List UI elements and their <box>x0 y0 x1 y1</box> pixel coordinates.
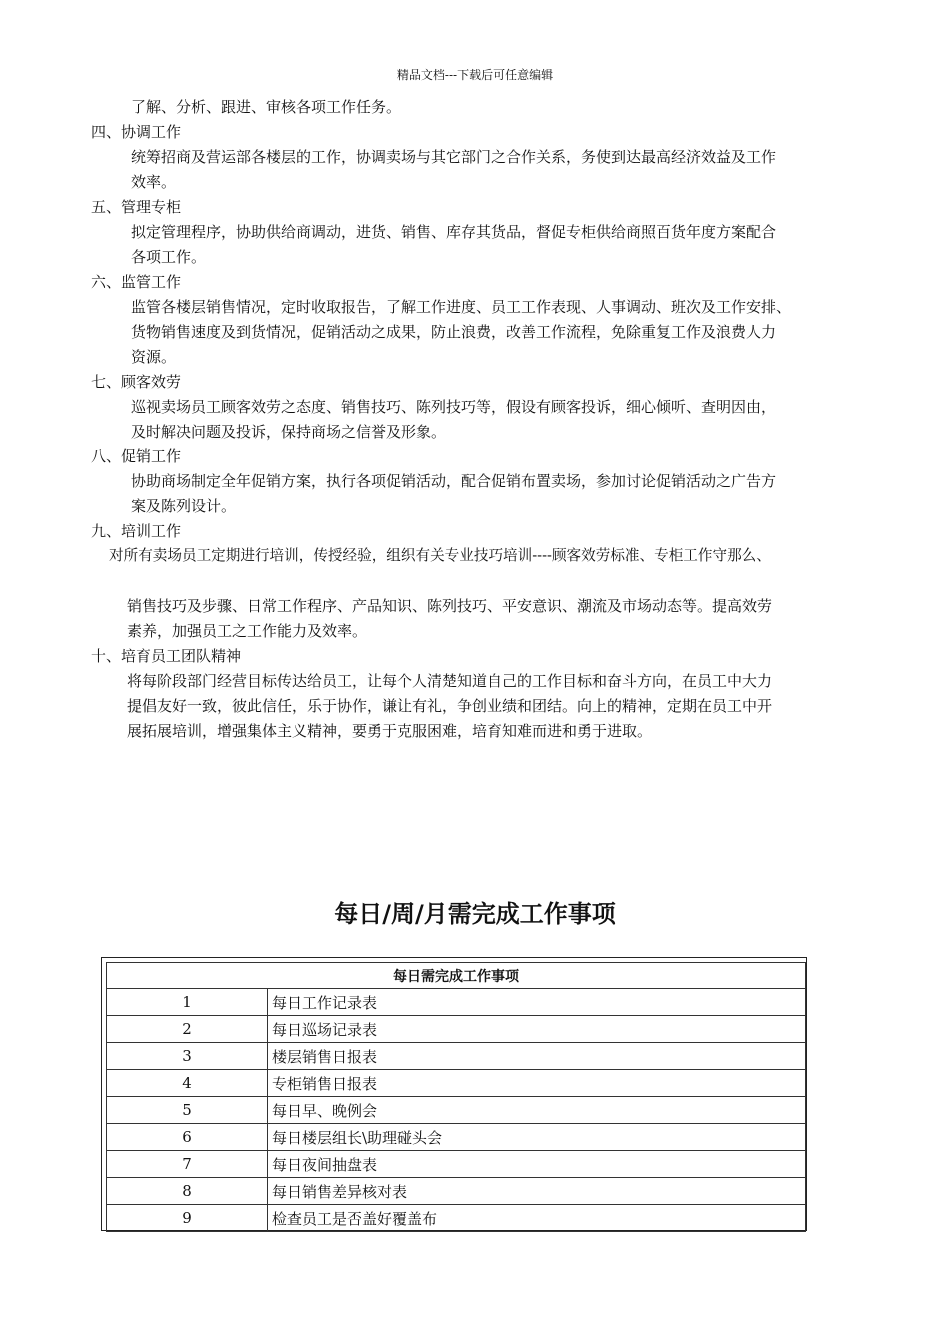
row-number: 7 <box>107 1151 268 1178</box>
section-heading: 五、管理专柜 <box>91 198 182 216</box>
table-row <box>107 1043 806 1070</box>
row-number: 8 <box>107 1178 268 1205</box>
row-item: 每日早、晚例会 <box>268 1097 806 1124</box>
section-title: 每日/周/月需完成工作事项 <box>334 900 616 928</box>
row-number: 1 <box>107 989 268 1016</box>
row-item: 每日巡场记录表 <box>268 1016 806 1043</box>
table-row <box>107 1070 806 1097</box>
section-heading: 十、培育员工团队精神 <box>91 647 242 665</box>
table-row <box>107 1151 806 1178</box>
body-line: 将每阶段部门经营目标传达给员工，让每个人清楚知道自己的工作目标和奋斗方向，在员工中大力 <box>127 672 773 690</box>
body-line: 展拓展培训，增强集体主义精神，要勇于克服困难，培育知难而进和勇于进取。 <box>127 722 653 740</box>
row-item: 每日楼层组长\助理碰头会 <box>268 1124 806 1151</box>
row-number: 9 <box>107 1205 268 1232</box>
body-line: 了解、分析、跟进、审核各项工作任务。 <box>131 98 402 116</box>
body-line: 协助商场制定全年促销方案，执行各项促销活动，配合促销布置卖场，参加讨论促销活动之广告方 <box>131 472 777 490</box>
section-heading: 九、培训工作 <box>91 522 182 540</box>
table-header: 每日需完成工作事项 <box>107 963 806 989</box>
row-number: 6 <box>107 1124 268 1151</box>
body-line: 资源。 <box>131 348 177 366</box>
row-item: 每日工作记录表 <box>268 989 806 1016</box>
table-row <box>107 1205 806 1232</box>
body-line: 销售技巧及步骤、日常工作程序、产品知识、陈列技巧、平安意识、潮流及市场动态等。提高效劳 <box>127 597 773 615</box>
body-line: 货物销售速度及到货情况，促销活动之成果，防止浪费，改善工作流程，免除重复工作及浪费人力 <box>131 323 777 341</box>
task-table-frame <box>101 957 807 1231</box>
body-line: 案及陈列设计。 <box>131 497 237 515</box>
row-item: 楼层销售日报表 <box>268 1043 806 1070</box>
body-line: 效率。 <box>131 173 177 191</box>
section-heading: 八、促销工作 <box>91 447 182 465</box>
table-row <box>107 1097 806 1124</box>
body-line: 及时解决问题及投诉，保持商场之信誉及形象。 <box>131 423 447 441</box>
body-line: 各项工作。 <box>131 248 207 266</box>
page-header: 精品文档---下载后可任意编辑 <box>396 68 554 82</box>
section-heading: 四、协调工作 <box>91 123 182 141</box>
table-row <box>107 1178 806 1205</box>
row-number: 3 <box>107 1043 268 1070</box>
table-row <box>107 1124 806 1151</box>
row-item: 每日销售差异核对表 <box>268 1178 806 1205</box>
row-number: 2 <box>107 1016 268 1043</box>
section-heading: 六、监管工作 <box>91 273 182 291</box>
row-number: 5 <box>107 1097 268 1124</box>
row-item: 每日夜间抽盘表 <box>268 1151 806 1178</box>
table-row <box>107 989 806 1016</box>
table-row <box>107 1016 806 1043</box>
section-heading: 七、顾客效劳 <box>91 373 182 391</box>
row-number: 4 <box>107 1070 268 1097</box>
body-line: 对所有卖场员工定期进行培训，传授经验，组织有关专业技巧培训----顾客效劳标准、专柜工作守那么、 <box>109 547 771 564</box>
body-line: 监管各楼层销售情况，定时收取报告，了解工作进度、员工工作表现、人事调动、班次及工作安排、 <box>131 298 792 316</box>
body-line: 拟定管理程序，协助供给商调动，进货、销售、库存其货品，督促专柜供给商照百货年度方案配合 <box>131 223 777 241</box>
row-item: 专柜销售日报表 <box>268 1070 806 1097</box>
body-line: 提倡友好一致，彼此信任，乐于协作，谦让有礼，争创业绩和团结。向上的精神，定期在员工中开 <box>127 697 773 715</box>
body-line: 统筹招商及营运部各楼层的工作，协调卖场与其它部门之合作关系，务使到达最高经济效益及工作 <box>131 148 777 166</box>
body-line: 素养，加强员工之工作能力及效率。 <box>127 622 368 640</box>
row-item: 检查员工是否盖好覆盖布 <box>268 1205 806 1232</box>
body-line: 巡视卖场员工顾客效劳之态度、销售技巧、陈列技巧等，假设有顾客投诉，细心倾听、查明因由， <box>131 398 777 416</box>
daily-task-table <box>106 962 806 1232</box>
